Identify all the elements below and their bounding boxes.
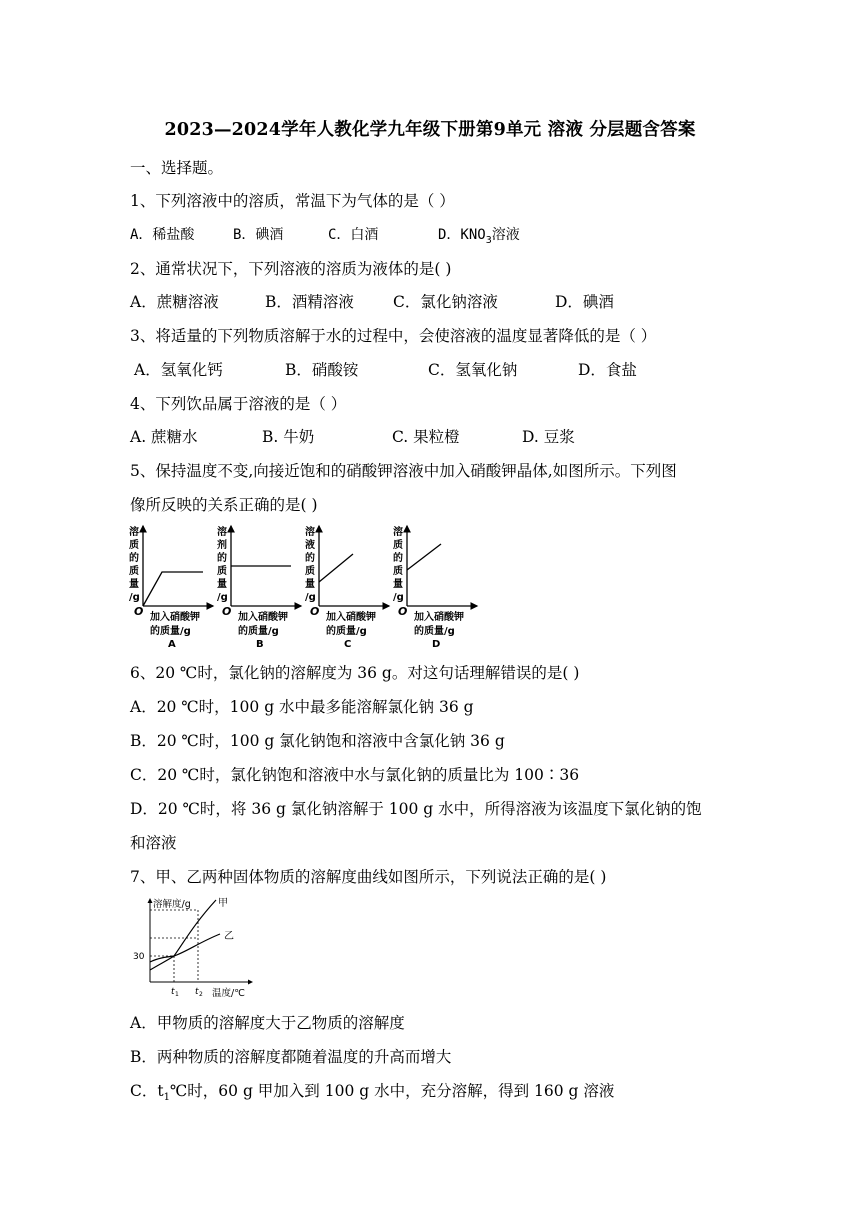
graph-b-xlabel-2: 的质量/g [238,626,279,637]
question-1-option-b: B．碘酒 [233,227,284,243]
figure-7-x-tick-t2: t [195,987,199,997]
graph-d-ylabel-5: 量 [393,579,403,590]
graph-b-ylabel-4: 质 [217,566,227,577]
question-5-figure [125,522,485,652]
question-4-option-c: C. 果粒橙 [392,428,460,446]
question-7-option-a: A．甲物质的溶解度大于乙物质的溶解度 [130,1014,405,1032]
graph-d-ylabel-2: 质 [393,540,403,551]
question-3-stem: 3、将适量的下列物质溶解于水的过程中，会使溶液的温度显著降低的是（ ） [130,327,657,345]
question-6-option-a: A．20 ℃时，100 g 水中最多能溶解氯化钠 36 g [130,698,474,716]
question-2-stem: 2、通常状况下，下列溶液的溶质为液体的是( ) [130,260,452,278]
question-4-option-d: D. 豆浆 [522,428,575,446]
graph-c [305,525,389,650]
graph-b-letter: B [256,639,264,650]
graph-b-ylabel-5: 量 [217,579,227,590]
graph-c-xlabel-1: 加入硝酸钾 [326,612,376,623]
question-2-option-b: B．酒精溶液 [265,293,354,311]
graph-b-ylabel-1: 溶 [217,527,227,538]
figure-7-xlabel: 温度/℃ [212,988,245,999]
graph-d-ylabel-1: 溶 [393,527,403,538]
graph-c-letter: C [344,639,352,650]
graph-a-ylabel-3: 的 [129,553,139,564]
graph-c-ylabel-1: 溶 [305,527,315,538]
figure-7-x-tick-t2-sub: 2 [199,991,203,998]
question-5-stem-line-2: 像所反映的关系正确的是( ) [130,496,318,514]
question-1-stem: 1、下列溶液中的溶质，常温下为气体的是（ ） [130,192,455,210]
graph-a [129,525,213,650]
graph-b-ylabel-3: 的 [217,553,227,564]
graph-d-xlabel-1: 加入硝酸钾 [414,612,464,623]
question-3-option-d: D．食盐 [578,361,637,379]
question-6-option-d: D．20 ℃时，将 36 g 氯化钠溶解于 100 g 水中，所得溶液为该温度下氯化钠的饱 [130,800,702,818]
question-4-option-b: B. 牛奶 [262,428,315,446]
question-4-option-a: A. 蔗糖水 [130,428,198,446]
graph-a-ylabel-2: 质 [129,540,139,551]
question-2-option-a: A．蔗糖溶液 [130,293,219,311]
graph-b-ylabel-2: 剂 [217,540,227,551]
graph-a-ylabel-6: /g [129,592,140,603]
graph-d-letter: D [432,639,441,650]
graph-d-xlabel-2: 的质量/g [414,626,455,637]
graph-a-ylabel-1: 溶 [129,527,139,538]
question-6-stem: 6、20 ℃时，氯化钠的溶解度为 36 g。对这句话理解错误的是( ) [130,664,580,682]
graph-a-ylabel-5: 量 [129,579,139,590]
graph-d-ylabel-6: /g [393,592,404,603]
question-7-option-b: B．两种物质的溶解度都随着温度的升高而增大 [130,1048,452,1066]
document-title: 2023—2024学年人教化学九年级下册第9单元 溶液 分层题含答案 [164,120,696,140]
series-label-jia: 甲 [218,898,228,909]
figure-7-x-tick-t1: t [171,987,175,997]
graph-a-ylabel-4: 质 [129,566,139,577]
series-label-yi: 乙 [224,931,234,942]
graph-b-xlabel-1: 加入硝酸钾 [238,612,288,623]
question-7-figure [128,896,258,1002]
question-6-option-d-cont: 和溶液 [130,834,177,852]
graph-c-curve [319,554,353,582]
graph-c-ylabel-4: 质 [305,566,315,577]
question-6-option-c: C．20 ℃时，氯化钠饱和溶液中水与氯化钠的质量比为 100∶36 [130,766,580,784]
graph-c-origin: O [310,605,320,618]
question-3-option-c: C．氢氧化钠 [428,361,518,379]
graph-a-letter: A [168,639,176,650]
question-7-stem: 7、甲、乙两种固体物质的溶解度曲线如图所示，下列说法正确的是( ) [130,868,607,886]
figure-7-x-tick-t1-sub: 1 [175,991,179,998]
question-3-option-b: B．硝酸铵 [285,361,359,379]
question-2-option-c: C．氯化钠溶液 [393,293,498,311]
question-6-option-b: B．20 ℃时，100 g 氯化钠饱和溶液中含氯化钠 36 g [130,732,505,750]
question-1-option-c: C．白酒 [328,227,379,243]
graph-d [393,525,477,650]
question-3-option-a: A．氢氧化钙 [134,361,223,379]
graph-a-curve [143,572,203,606]
question-1-option-d: D．$KNO_3$溶液 [438,227,520,246]
graph-d-ylabel-4: 质 [393,566,403,577]
graph-c-ylabel-6: /g [305,592,316,603]
question-5-stem-line-1: 5、保持温度不变,向接近饱和的硝酸钾溶液中加入硝酸钾晶体,如图所示。下列图 [130,462,677,480]
graph-c-ylabel-5: 量 [305,579,315,590]
graph-d-ylabel-3: 的 [393,553,403,564]
question-7-option-c: C．$t_1℃$时，60 g 甲加入到 100 g 水中，充分溶解，得到 160 g 溶液 [130,1082,615,1104]
curve-yi [150,934,220,962]
graph-a-origin: O [134,605,144,618]
question-1-option-a: A．稀盐酸 [130,227,195,243]
figure-7-y-tick-30: 30 [133,952,145,962]
question-2-option-d: D．碘酒 [555,293,614,311]
figure-7-ylabel: 溶解度/g [153,899,191,910]
graph-c-ylabel-2: 液 [305,540,315,551]
graph-a-xlabel-1: 加入硝酸钾 [150,612,200,623]
graph-b-origin: O [222,605,232,618]
section-heading: 一、选择题。 [130,159,224,177]
graph-d-curve [407,544,441,570]
graph-b-ylabel-6: /g [217,592,228,603]
graph-c-ylabel-3: 的 [305,553,315,564]
graph-a-xlabel-2: 的质量/g [150,626,191,637]
curve-jia [150,900,216,970]
graph-c-xlabel-2: 的质量/g [326,626,367,637]
question-4-stem: 4、下列饮品属于溶液的是（ ） [130,395,347,413]
graph-d-origin: O [398,605,408,618]
graph-b [217,525,301,650]
